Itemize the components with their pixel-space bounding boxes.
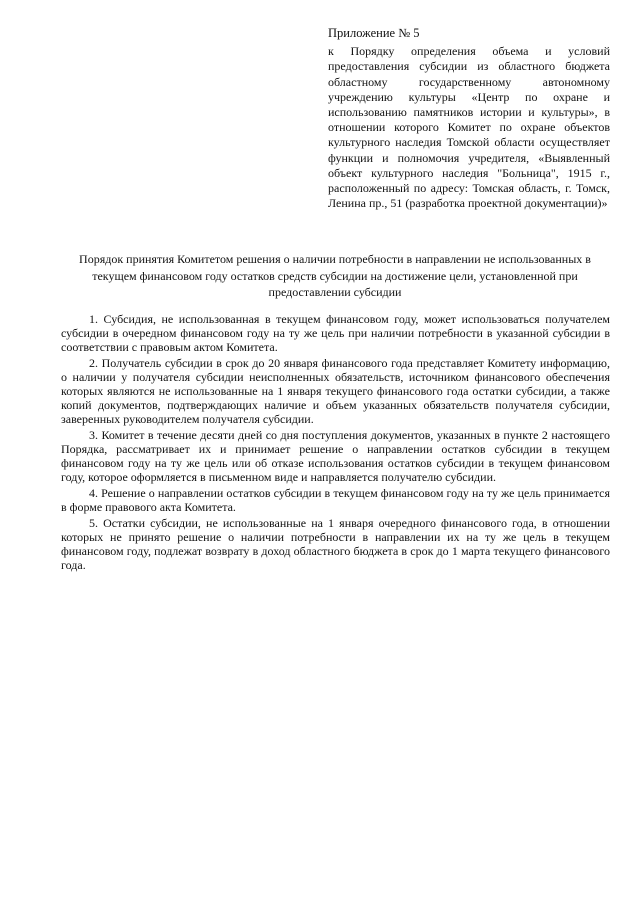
annex-block [328, 26, 610, 211]
document-body [61, 312, 610, 574]
annex-text: к Порядку определения объема и условий предоставления субсидии из областного бюджета областному государственному автономному учреждению культуры «Центр по охране и использованию памятников истории и культуры», в отношении которого Комитет по охране объектов культурного наследия Томской области осуществляет функции и полномочия учредителя, «Выявленный объект культурного наследия "Больница", 1915 г., расположенный по адресу: Томская область, г. Томск, Ленина пр., 51 (разработка проектной документации)» [328, 44, 610, 211]
annex-title: Приложение № 5 [328, 26, 420, 40]
document-title: Порядок принятия Комитетом решения о наличии потребности в направлении не использованных в текущем финансовом году остатков средств субсидии на достижение цели, установленной при предоставлении субсидии [79, 252, 591, 300]
paragraph-3: 3. Комитет в течение десяти дней со дня поступления документов, указанных в пункте 2 настоящего Порядка, рассматривает их и принимает решение о направлении остатков субсидии в текущем финансовом году на ту же цель или об отказе использования остатков субсидии в текущем финансовом году, которое оформляется в письменном виде и направляется получателю субсидии. [61, 427, 610, 485]
paragraph-2: 2. Получатель субсидии в срок до 20 января финансового года представляет Комитету информацию, о наличии у получателя субсидии неисполненных обязательств, источником финансового обеспечения которых являются не использованные на 1 января текущего финансового года остатки субсидии, а также копий документов, подтверждающих наличие и объем указанных обязательств получателя субсидии, заверенных руководителем получателя субсидии. [61, 355, 610, 427]
paragraph-4: 4. Решение о направлении остатков субсидии в текущем финансовом году на ту же цель принимается в форме правового акта Комитета. [61, 485, 610, 514]
paragraph-1: 1. Субсидия, не использованная в текущем финансовом году, может использоваться получателем субсидии в очередном финансовом году на ту же цель при наличии потребности в указанной субсидии в соответствии с правовым актом Комитета. [61, 312, 610, 355]
paragraph-5: 5. Остатки субсидии, не использованные на 1 января очередного финансового года, в отношении которых не принято решение о наличии потребности в направлении их на ту же цель в текущем финансовом году, подлежат возврату в доход областного бюджета в срок до 1 марта текущего финансового года. [61, 515, 610, 572]
